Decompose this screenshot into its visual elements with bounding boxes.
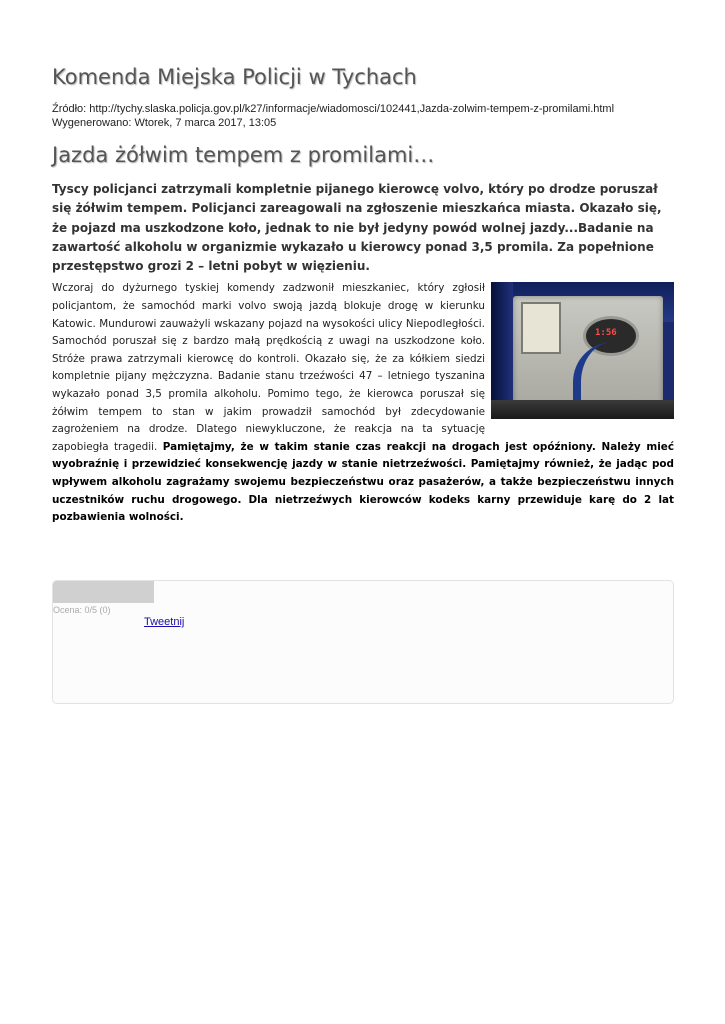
rating-box [52, 580, 674, 704]
source-line: Źródło: http://tychy.slaska.policja.gov.pl/k27/informacje/wiadomosci/102441,Jazda-zolwim-tempem-z-promilami.html [52, 103, 615, 115]
breathalyzer-photo [491, 282, 674, 419]
article-body [52, 280, 674, 526]
article-body-text: Wczoraj do dyżurnego tyskiej komendy zadzwonił mieszkaniec, który zgłosił policjantom, że samochód marki volvo swoją jazdą blokuje drogę w kierunku Katowic. Mundurowi zauważyli wskazany pojazd na wysokości ulicy Niepodległości. Samochód poruszał się z bardzo małą prędkością z uwagi na uszkodzone koło. Stróże prawa zatrzymali kierowcę do kontroli. Okazało się, że za kółkiem siedzi kompletnie pijany mężczyzna. Badanie stanu trzeźwości 47 – letniego tyszanina wykazało ponad 3,5 promila alkoholu. Pomimo tego, że kierowca poruszał się żółwim tempem to stan w jakim prowadził samochód był zdecydowanie zagrożeniem na drodze. Dlatego niewykluczone, że reakcja na ta sytuację zapobiegła tragedii. [52, 282, 485, 453]
document [52, 60, 674, 527]
meta-info [52, 102, 674, 130]
article-body-bold: Pamiętajmy, że w takim stanie czas reakcji na drogach jest opóźniony. Należy mieć wyobraźnię i przewidzieć konsekwencję jazdy w stanie nietrzeźwości. Pamiętajmy również, że jadąc pod wpływem alkoholu zagrażamy swojemu bezpieczeństwu oraz pasażerów, a także bezpieczeństwu innych uczestników ruchu drogowego. Dla nietrzeźwych kierowców kodeks karny przewiduje karę do 2 lat pozbawienia wolności. [52, 440, 674, 524]
site-title: Komenda Miejska Policji w Tychach [52, 65, 417, 89]
tweet-link[interactable]: Tweetnij [144, 616, 185, 628]
generated-line: Wygenerowano: Wtorek, 7 marca 2017, 13:05 [52, 117, 277, 129]
photo-display-digits: 1:56 [595, 328, 617, 339]
rating-stars[interactable] [53, 581, 154, 603]
article-title: Jazda żółwim tempem z promilami… [52, 143, 435, 167]
article-lead: Tyscy policjanci zatrzymali kompletnie pijanego kierowcę volvo, który po drodze poruszał się żółwim tempem. Policjanci zareagowali na zgłoszenie mieszkańca miasta. Okazało się, że pojazd ma uszkodzone koło, jednak to nie był jedyny powód wolnej jazdy...Badanie na zawartość alkoholu w organizmie wykazało u kierowcy ponad 3,5 promila. Za popełnione przestępstwo grozi 2 – letni pobyt w więzieniu. [52, 182, 662, 274]
rating-text: Ocena: 0/5 (0) [53, 605, 111, 615]
